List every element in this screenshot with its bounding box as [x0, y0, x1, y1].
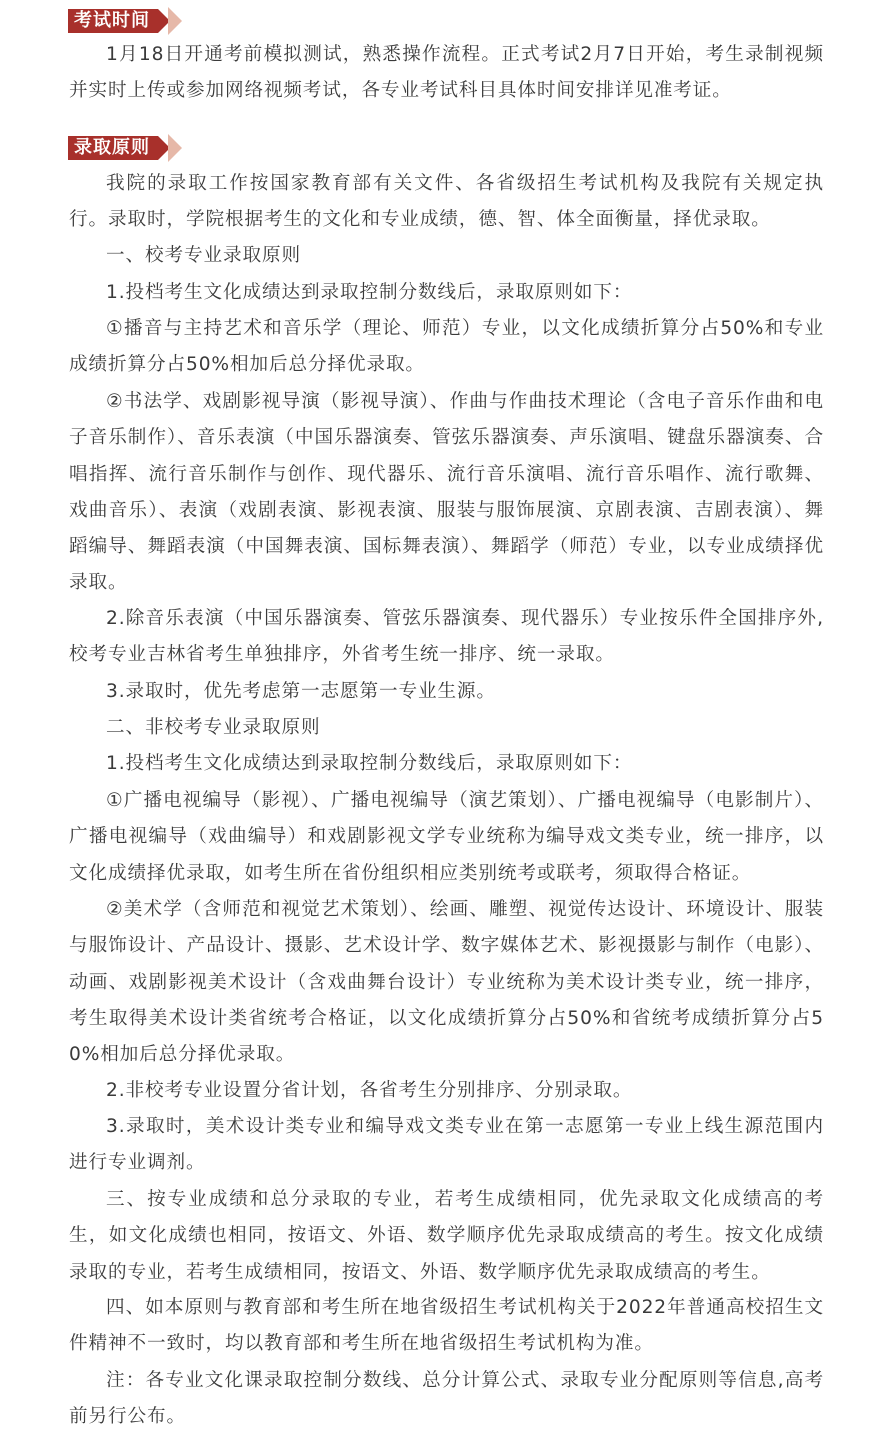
paragraph: ②书法学、戏剧影视导演（影视导演）、作曲与作曲技术理论（含电子音乐作曲和电子音乐制作）、音乐表演（中国乐器演奏、管弦乐器演奏、声乐演唱、键盘乐器演奏、合唱指挥、流行音乐制作与创作、现代器乐、流行音乐演唱、流行音乐唱作、流行歌舞、戏曲音乐）、表演（戏剧表演、影视表演、服装与服饰展演、京剧表演、吉剧表演）、舞蹈编导、舞蹈表演（中国舞表演、国标舞表演）、舞蹈学（师范）专业，以专业成绩择优录取。 — [69, 391, 824, 594]
tag-chevron-icon — [168, 134, 182, 162]
paragraph: 1月18日开通考前模拟测试，熟悉操作流程。正式考试2月7日开始，考生录制视频并实时上传或参加网络视频考试，各专业考试科目具体时间安排详见准考证。 — [69, 44, 824, 102]
paragraph: 1.投档考生文化成绩达到录取控制分数线后，录取原则如下： — [106, 282, 633, 303]
paragraph: 2.除音乐表演（中国乐器演奏、管弦乐器演奏、现代器乐）专业按乐件全国排序外,校考专业吉林省考生单独排序，外省考生统一排序、统一录取。 — [69, 608, 824, 666]
paragraph: 3.录取时，优先考虑第一志愿第一专业生源。 — [106, 681, 496, 702]
paragraph: 1.投档考生文化成绩达到录取控制分数线后，录取原则如下： — [106, 753, 633, 774]
section-tag-exam-time — [68, 6, 182, 36]
section-tag-admission — [68, 133, 182, 163]
section-tag-label: 考试时间 — [68, 9, 158, 33]
paragraph: ①广播电视编导（影视）、广播电视编导（演艺策划）、广播电视编导（电影制片）、广播电视编导（戏曲编导）和戏剧影视文学专业统称为编导戏文类专业，统一排序，以文化成绩择优录取，如考生所在省份组织相应类别统考或联考，须取得合格证。 — [69, 790, 824, 884]
tag-chevron-icon — [168, 7, 182, 35]
section-tag-label: 录取原则 — [68, 136, 158, 160]
paragraph: 四、如本原则与教育部和考生所在地省级招生考试机构关于2022年普通高校招生文件精神不一致时，均以教育部和考生所在地省级招生考试机构为准。 — [69, 1297, 824, 1355]
paragraph: 2.非校考专业设置分省计划，各省考生分别排序、分别录取。 — [106, 1080, 633, 1101]
paragraph: 我院的录取工作按国家教育部有关文件、各省级招生考试机构及我院有关规定执行。录取时，学院根据考生的文化和专业成绩，德、智、体全面衡量，择优录取。 — [69, 173, 824, 231]
paragraph: 三、按专业成绩和总分录取的专业，若考生成绩相同，优先录取文化成绩高的考生，如文化成绩也相同，按语文、外语、数学顺序优先录取成绩高的考生。按文化成绩录取的专业，若考生成绩相同，按语文、外语、数学顺序优先录取成绩高的考生。 — [69, 1189, 824, 1283]
paragraph: 3.录取时，美术设计类专业和编导戏文类专业在第一志愿第一专业上线生源范围内进行专业调剂。 — [69, 1116, 824, 1174]
paragraph: 二、非校考专业录取原则 — [106, 717, 321, 738]
paragraph: 一、校考专业录取原则 — [106, 245, 301, 266]
paragraph: 注：各专业文化课录取控制分数线、总分计算公式、录取专业分配原则等信息,高考前另行公布。 — [69, 1370, 824, 1428]
paragraph: ②美术学（含师范和视觉艺术策划）、绘画、雕塑、视觉传达设计、环境设计、服装与服饰设计、产品设计、摄影、艺术设计学、数字媒体艺术、影视摄影与制作（电影）、动画、戏剧影视美术设计（含戏曲舞台设计）专业统称为美术设计类专业，统一排序，考生取得美术设计类省统考合格证，以文化成绩折算分占50%和省统考成绩折算分占50%相加后总分择优录取。 — [69, 899, 824, 1066]
paragraph: ①播音与主持艺术和音乐学（理论、师范）专业，以文化成绩折算分占50%和专业成绩折算分占50%相加后总分择优录取。 — [69, 318, 824, 376]
